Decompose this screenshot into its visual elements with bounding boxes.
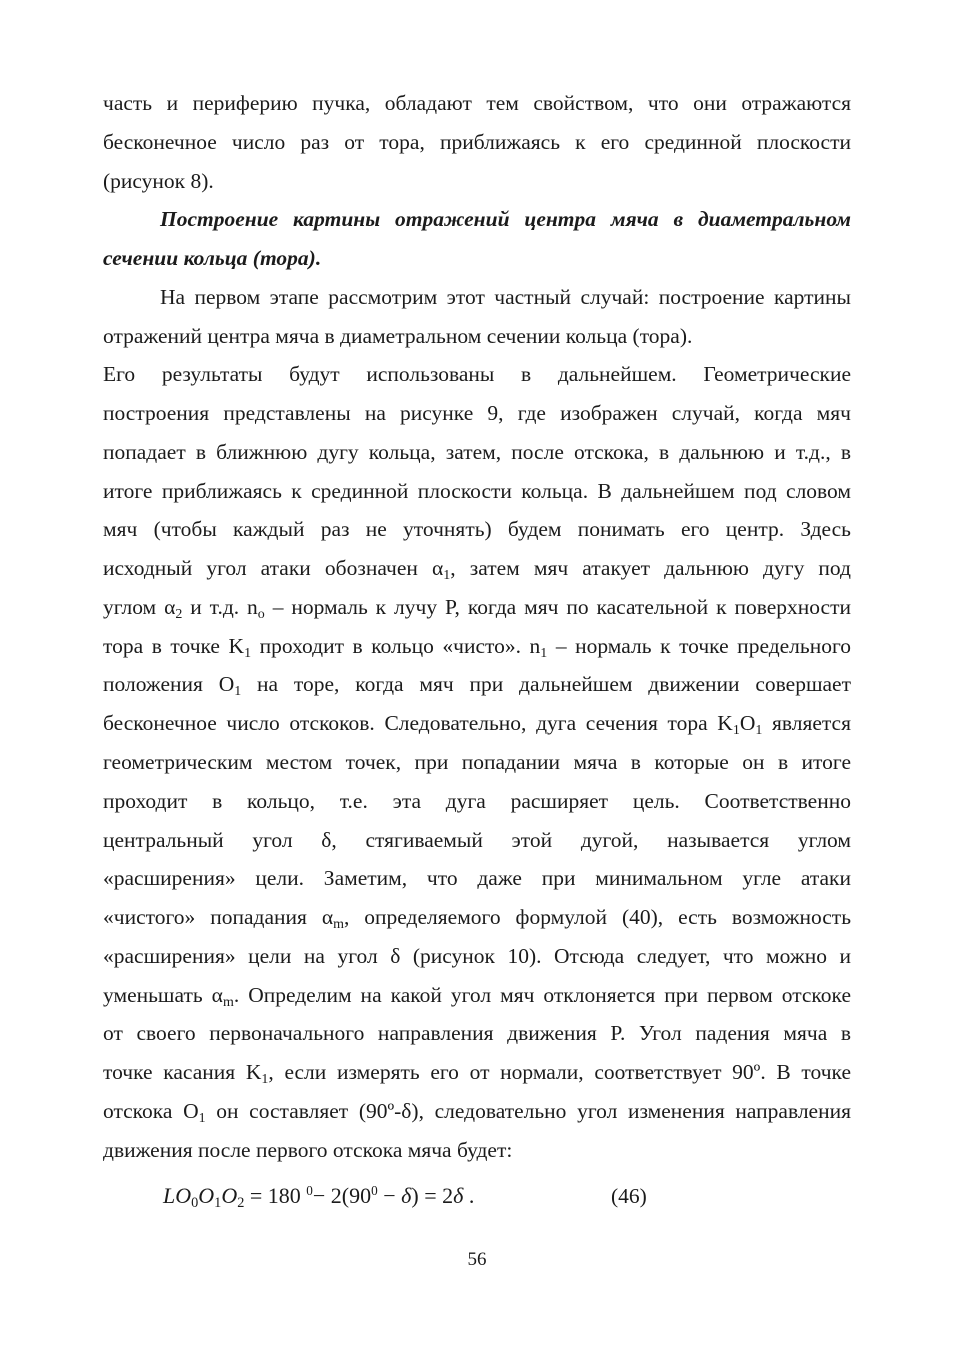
text-segment: бесконечное число отскоков. Следовательно, дуга сечения тора K [103, 711, 733, 736]
text-line [103, 549, 851, 588]
text-segment: – нормаль к лучу P, когда мяч по касательной к поверхности [264, 594, 852, 619]
equation-formula [163, 1176, 474, 1216]
text-line [103, 1053, 851, 1092]
text-segment: проходит в кольцо «чисто». n [251, 633, 541, 658]
text-segment: и т.д. n [182, 594, 258, 619]
text-line: «расширения» цели на угол δ (рисунок 10). Отсюда следует, что можно и [103, 943, 851, 968]
equation-number: (46) [611, 1184, 647, 1208]
formula-subscript: 2 [237, 1195, 245, 1211]
formula-text: − [377, 1183, 402, 1208]
text-line: геометрическим местом точек, при попадании мяча в которые он в итоге [103, 750, 851, 775]
text-line: Его результаты будут использованы в дальнейшем. Геометрические [103, 362, 851, 387]
formula-subscript: 0 [191, 1195, 199, 1211]
formula-symbol: LO [163, 1183, 192, 1208]
formula-symbol: δ [453, 1183, 464, 1208]
text-segment: , если измерять его от нормали, соответствует 90º. В точке [268, 1060, 851, 1085]
text-line: проходит в кольцо, т.е. эта дуга расширяет цель. Соответственно [103, 788, 851, 813]
text-line: мяч (чтобы каждый раз не уточнять) будем понимать его центр. Здесь [103, 517, 851, 542]
text-line: попадает в ближнюю дугу кольца, затем, после отскока, в дальнюю и т.д., в [103, 439, 851, 464]
formula-text: − 2(90 [312, 1183, 372, 1208]
text-segment: – нормаль к точке предельного [547, 633, 852, 658]
formula-superscript: 0 [371, 1183, 378, 1199]
text-segment: на торе, когда мяч при дальнейшем движении совершает [241, 672, 851, 697]
formula-subscript: 1 [214, 1195, 222, 1211]
text-segment: тора в точке K [103, 633, 245, 658]
text-segment: . Определим на какой угол мяч отклоняется при первом отскоке [233, 982, 851, 1007]
section-heading-line: сечении кольца (тора). [103, 246, 322, 271]
subscript: 1 [443, 568, 451, 584]
subscript: m [222, 994, 234, 1010]
subscript: 1 [234, 684, 242, 700]
subscript: 1 [198, 1110, 206, 1126]
formula-text: . [463, 1183, 475, 1208]
formula-superscript: 0 [306, 1183, 313, 1199]
text-line: построения представлены на рисунке 9, где изображен случай, когда мяч [103, 401, 851, 426]
page-number: 56 [467, 1249, 487, 1270]
text-segment: , затем мяч атакует дальнюю дугу под [450, 556, 851, 581]
text-line [103, 665, 851, 704]
text-line [103, 898, 851, 937]
formula-symbol: δ [401, 1183, 412, 1208]
text-segment: является [762, 711, 851, 736]
text-line: центральный угол δ, стягиваемый этой дугой, называется углом [103, 827, 851, 852]
text-segment: , определяемого формулой (40), есть возможность [343, 905, 851, 930]
formula-symbol: O [198, 1183, 215, 1208]
subscript: 2 [175, 606, 183, 622]
text-line: отражений центра мяча в диаметральном сечении кольца (тора). [103, 323, 693, 348]
text-segment: углом α [103, 594, 176, 619]
text-line: часть и периферию пучка, обладают тем свойством, что они отражаются [103, 91, 851, 115]
text-segment: уменьшать α [103, 982, 223, 1007]
text-line [103, 588, 851, 627]
text-line: итоге приближаясь к срединной плоскости кольца. В дальнейшем под словом [103, 478, 851, 503]
formula-text: = 180 [244, 1183, 307, 1208]
text-line: На первом этапе рассмотрим этот частный случай: построение картины [160, 284, 851, 309]
text-segment: отскока O [103, 1098, 199, 1123]
text-line [103, 976, 851, 1015]
text-segment: «чистого» попадания α [103, 905, 334, 930]
text-line: движения после первого отскока мяча будет: [103, 1137, 513, 1162]
subscript: 1 [755, 723, 763, 739]
text-line: от своего первоначального направления движения P. Угол падения мяча в [103, 1021, 851, 1046]
text-line: бесконечное число раз от тора, приближаясь к его срединной плоскости [103, 129, 851, 154]
text-segment: положения O [103, 672, 235, 697]
subscript: m [333, 916, 344, 932]
text-line [103, 627, 851, 666]
subscript: 1 [261, 1072, 269, 1088]
body-text [103, 84, 851, 1169]
subscript: 1 [244, 645, 252, 661]
subscript: 1 [732, 723, 740, 739]
formula-symbol: O [221, 1183, 238, 1208]
text-segment: точке касания K [103, 1060, 262, 1085]
subscript: o [257, 606, 265, 622]
subscript: 1 [540, 645, 548, 661]
section-heading-line: Построение картины отражений центра мяча в диаметральном [160, 207, 851, 232]
text-segment: исходный угол атаки обозначен α [103, 556, 444, 581]
text-segment: O [739, 711, 756, 736]
formula-text: ) = 2 [411, 1183, 454, 1208]
text-line: (рисунок 8). [103, 168, 214, 193]
text-line: «расширения» цели. Заметим, что даже при минимальном угле атаки [103, 866, 851, 891]
text-line [103, 704, 851, 743]
text-segment: он составляет (90º-δ), следовательно угол изменения направления [205, 1098, 851, 1123]
text-line [103, 1092, 851, 1131]
